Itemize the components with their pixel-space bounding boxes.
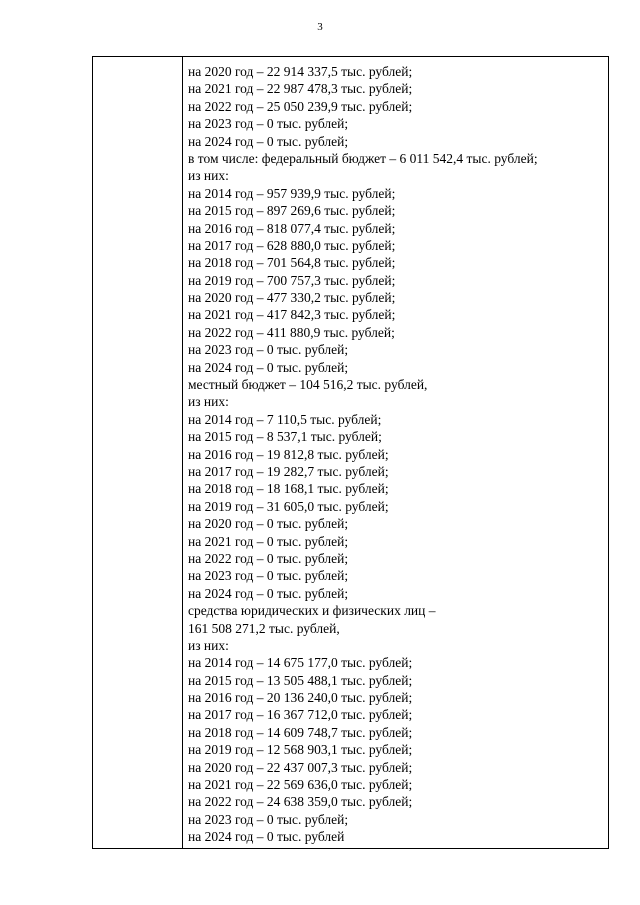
text-line: на 2024 год – 0 тыс. рублей;	[188, 359, 349, 375]
text-line: на 2022 год – 411 880,9 тыс. рублей;	[188, 324, 395, 340]
table-left-cell	[93, 57, 183, 848]
text-line: на 2020 год – 477 330,2 тыс. рублей;	[188, 290, 396, 306]
text-line: из них:	[188, 637, 229, 653]
text-line: на 2016 год – 818 077,4 тыс. рублей;	[188, 220, 396, 236]
text-line: на 2022 год – 0 тыс. рублей;	[188, 550, 349, 566]
text-line: на 2019 год – 700 757,3 тыс. рублей;	[188, 272, 396, 288]
text-line: на 2024 год – 0 тыс. рублей	[188, 829, 345, 845]
text-line: на 2019 год – 12 568 903,1 тыс. рублей;	[188, 742, 413, 758]
text-line: на 2014 год – 7 110,5 тыс. рублей;	[188, 411, 382, 427]
text-line: на 2014 год – 957 939,9 тыс. рублей;	[188, 185, 396, 201]
text-line: из них:	[188, 168, 229, 184]
funding-table	[92, 56, 609, 849]
text-line: на 2021 год – 22 569 636,0 тыс. рублей;	[188, 777, 413, 793]
text-line: средства юридических и физических лиц –	[188, 603, 436, 619]
text-line: из них:	[188, 394, 229, 410]
text-line: на 2016 год – 19 812,8 тыс. рублей;	[188, 446, 389, 462]
text-line: на 2024 год – 0 тыс. рублей;	[188, 585, 349, 601]
text-line: на 2018 год – 14 609 748,7 тыс. рублей;	[188, 724, 413, 740]
text-line: на 2023 год – 0 тыс. рублей;	[188, 342, 349, 358]
text-line: на 2020 год – 22 437 007,3 тыс. рублей;	[188, 759, 413, 775]
text-line: на 2023 год – 0 тыс. рублей;	[188, 568, 349, 584]
text-line: местный бюджет – 104 516,2 тыс. рублей,	[188, 377, 428, 393]
text-line: на 2017 год – 19 282,7 тыс. рублей;	[188, 463, 389, 479]
text-line: на 2020 год – 22 914 337,5 тыс. рублей;	[188, 64, 413, 79]
text-line: на 2017 год – 16 367 712,0 тыс. рублей;	[188, 707, 413, 723]
text-line: на 2022 год – 24 638 359,0 тыс. рублей;	[188, 794, 413, 810]
text-line: на 2015 год – 13 505 488,1 тыс. рублей;	[188, 672, 413, 688]
text-line: на 2021 год – 0 тыс. рублей;	[188, 533, 349, 549]
text-line: на 2018 год – 18 168,1 тыс. рублей;	[188, 481, 389, 497]
text-line: на 2018 год – 701 564,8 тыс. рублей;	[188, 255, 396, 271]
text-line: на 2020 год – 0 тыс. рублей;	[188, 516, 349, 532]
text-line: на 2024 год – 0 тыс. рублей;	[188, 133, 349, 149]
text-line: на 2017 год – 628 880,0 тыс. рублей;	[188, 237, 396, 253]
text-line: на 2015 год – 897 269,6 тыс. рублей;	[188, 203, 396, 219]
text-line: в том числе: федеральный бюджет – 6 011 542,4 тыс. рублей;	[188, 150, 538, 166]
text-line: на 2023 год – 0 тыс. рублей;	[188, 116, 349, 132]
text-line: на 2021 год – 22 987 478,3 тыс. рублей;	[188, 81, 413, 97]
text-line: на 2022 год – 25 050 239,9 тыс. рублей;	[188, 98, 413, 114]
page-number: 3	[317, 21, 323, 33]
text-line: на 2015 год – 8 537,1 тыс. рублей;	[188, 429, 382, 445]
table-right-cell	[188, 63, 604, 846]
text-line: на 2019 год – 31 605,0 тыс. рублей;	[188, 498, 389, 514]
text-line: на 2016 год – 20 136 240,0 тыс. рублей;	[188, 690, 413, 706]
text-line: на 2023 год – 0 тыс. рублей;	[188, 811, 349, 827]
text-line: на 2014 год – 14 675 177,0 тыс. рублей;	[188, 655, 413, 671]
text-line: 161 508 271,2 тыс. рублей,	[188, 620, 340, 636]
text-line: на 2021 год – 417 842,3 тыс. рублей;	[188, 307, 396, 323]
